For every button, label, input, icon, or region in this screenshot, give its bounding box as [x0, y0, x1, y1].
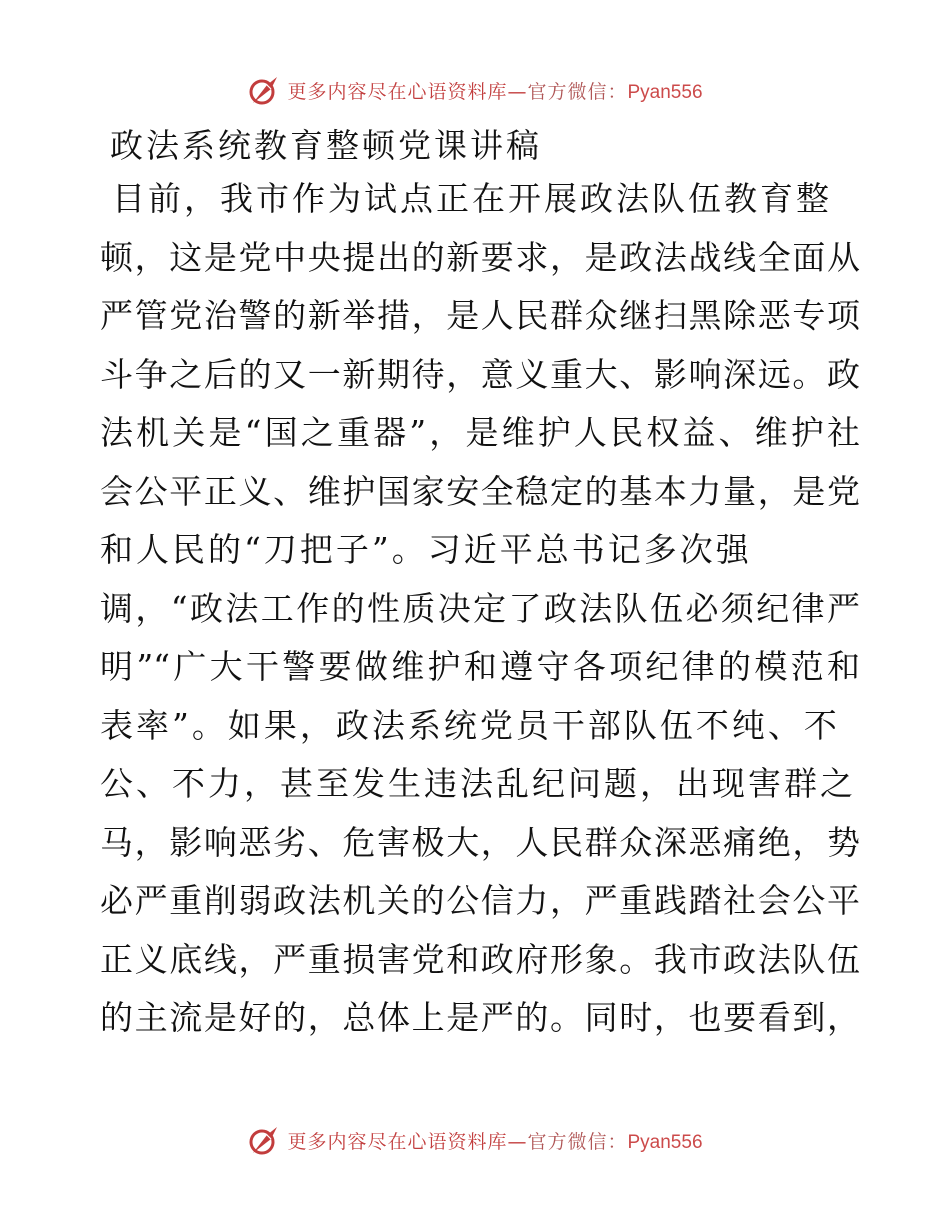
quill-pen-logo-icon [247, 73, 281, 107]
body-line: 目前，我市作为试点正在开展政法队伍教育整 [112, 179, 832, 218]
banner-main-text: 更多内容尽在心语资料库 [287, 1130, 508, 1153]
body-line: 严管党治警的新举措，是人民群众继扫黑除恶专项 [100, 296, 860, 335]
body-line: 必严重削弱政法机关的公信力，严重践踏社会公平 [100, 881, 860, 920]
banner-wechat-label: 官方微信： [527, 1130, 628, 1153]
banner-text [287, 1127, 702, 1154]
body-line: 法机关是“国之重器”，是维护人民权益、维护社 [100, 413, 860, 452]
body-line: 明”“广大干警要做维护和遵守各项纪律的模范和 [100, 647, 860, 686]
document-body [100, 170, 860, 1048]
body-line: 马，影响恶劣、危害极大，人民群众深恶痛绝，势 [100, 822, 860, 862]
banner-wechat-id: Pyan556 [627, 1131, 703, 1153]
banner-main-text: 更多内容尽在心语资料库 [287, 80, 508, 103]
body-line: 斗争之后的又一新期待，意义重大、影响深远。政 [100, 354, 860, 394]
banner-dash: — [507, 80, 528, 103]
body-line: 调，“政法工作的性质决定了政法队伍必须纪律严 [100, 588, 860, 628]
banner-wechat-id: Pyan556 [627, 81, 703, 103]
document-title: 政法系统教育整顿党课讲稿 [110, 126, 542, 165]
banner-dash: — [507, 1130, 528, 1153]
body-line: 公、不力，甚至发生违法乱纪问题，出现害群之 [100, 764, 856, 803]
footer-banner [0, 1120, 950, 1160]
body-line: 正义底线，严重损害党和政府形象。我市政法队伍 [100, 939, 860, 979]
body-line: 会公平正义、维护国家安全稳定的基本力量，是党 [100, 471, 860, 511]
quill-pen-logo-icon [247, 1123, 281, 1157]
banner-text [287, 77, 702, 104]
header-banner [0, 70, 950, 110]
body-line: 顿，这是党中央提出的新要求，是政法战线全面从 [100, 237, 860, 277]
banner-wechat-label: 官方微信： [527, 80, 628, 103]
body-line: 表率”。如果，政法系统党员干部队伍不纯、不 [100, 705, 840, 745]
body-line: 的主流是好的，总体上是严的。同时，也要看到， [100, 998, 860, 1037]
body-line: 和人民的“刀把子”。习近平总书记多次强 [100, 530, 752, 569]
